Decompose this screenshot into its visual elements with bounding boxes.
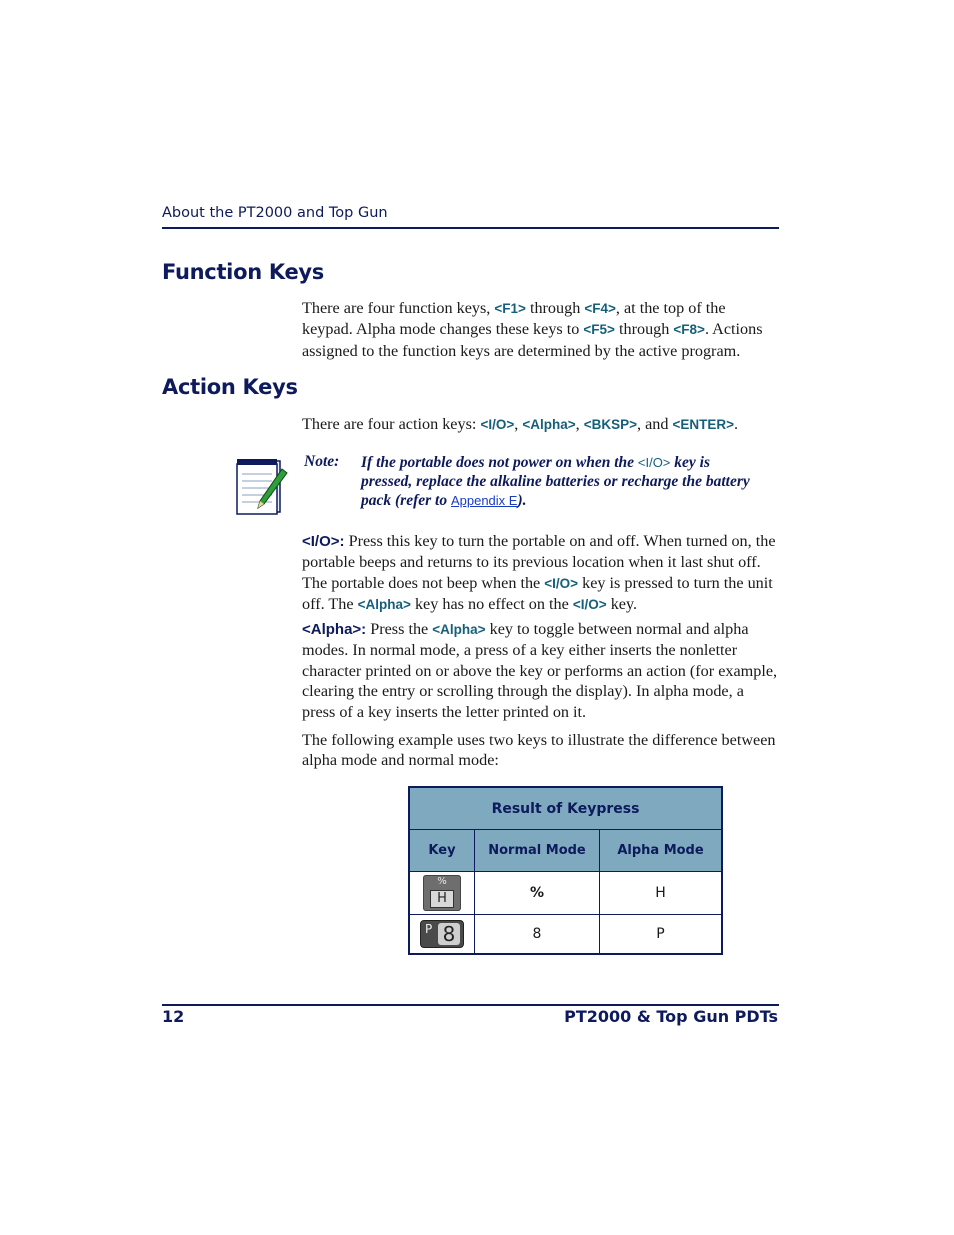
alpha-mode-cell: H bbox=[600, 872, 723, 915]
appendix-e-link[interactable]: Appendix E bbox=[450, 493, 518, 508]
alpha-lead: <Alpha>: bbox=[302, 621, 367, 638]
page-number: 12 bbox=[162, 1007, 185, 1026]
col-key-header: Key bbox=[409, 830, 475, 872]
table-row bbox=[409, 915, 722, 955]
function-keys-heading: Function Keys bbox=[162, 260, 325, 284]
note-pad-icon bbox=[234, 456, 290, 516]
alpha-paragraph: <Alpha>: Press the <Alpha> key to toggle between normal and alpha modes. In normal mode, a press of a key either inserts the nonletter character printed on or above the key or performs an action (for example, clearing the entry or scrolling through the display). In alpha mode, a press of a key inserts the letter printed on it. bbox=[302, 620, 778, 721]
note-text: If the portable does not power on when the <I/O> key is pressed, replace the alkaline batteries or recharge the battery pack (refer to Appendix E). bbox=[361, 454, 750, 509]
note-label: Note: bbox=[304, 453, 340, 470]
key-alpha: <Alpha> bbox=[522, 417, 576, 432]
normal-mode-cell: 8 bbox=[475, 915, 600, 955]
col-alpha-header: Alpha Mode bbox=[600, 830, 723, 872]
io-lead: <I/O>: bbox=[302, 533, 345, 550]
table-row bbox=[409, 872, 722, 915]
key-cell bbox=[409, 915, 475, 955]
running-header: About the PT2000 and Top Gun bbox=[162, 205, 388, 221]
function-keys-paragraph: There are four function keys, <F1> through <F4>, at the top of the keypad. Alpha mode changes these keys to <F5> through <F8>. Actions assigned to the function keys are determined by the active program. bbox=[302, 299, 763, 360]
footer-title: PT2000 & Top Gun PDTs bbox=[564, 1007, 778, 1026]
header-rule bbox=[162, 227, 779, 229]
alpha-mode-cell: P bbox=[600, 915, 723, 955]
h-key-icon: % H bbox=[423, 875, 461, 911]
key-f4: <F4> bbox=[584, 301, 616, 316]
key-cell bbox=[409, 872, 475, 915]
normal-mode-cell: % bbox=[475, 872, 600, 915]
keypress-table bbox=[408, 786, 723, 955]
table-title: Result of Keypress bbox=[409, 787, 722, 830]
note-key-io: <I/O> bbox=[637, 455, 671, 470]
action-keys-paragraph: There are four action keys: <I/O>, <Alpha>, <BKSP>, and <ENTER>. bbox=[302, 415, 739, 433]
key-f8: <F8> bbox=[673, 322, 705, 338]
key-f1: <F1> bbox=[494, 301, 526, 316]
example-paragraph: The following example uses two keys to illustrate the difference between alpha mode and normal mode: bbox=[302, 731, 776, 770]
key-bksp: <BKSP> bbox=[583, 417, 637, 432]
key-enter: <ENTER> bbox=[672, 417, 735, 432]
footer-rule bbox=[162, 1004, 779, 1006]
col-normal-header: Normal Mode bbox=[475, 830, 600, 872]
8-key-icon: P 8 bbox=[420, 920, 464, 948]
key-f5: <F5> bbox=[583, 322, 615, 338]
action-keys-heading: Action Keys bbox=[162, 375, 298, 399]
io-paragraph: <I/O>: Press this key to turn the portable on and off. When turned on, the portable beeps and returns to its previous location when it last shut off. The portable does not beep when the <I/O> key is pressed to turn the unit off. The <Alpha> key has no effect on the <I/O> key. bbox=[302, 532, 776, 614]
key-io: <I/O> bbox=[480, 417, 515, 432]
